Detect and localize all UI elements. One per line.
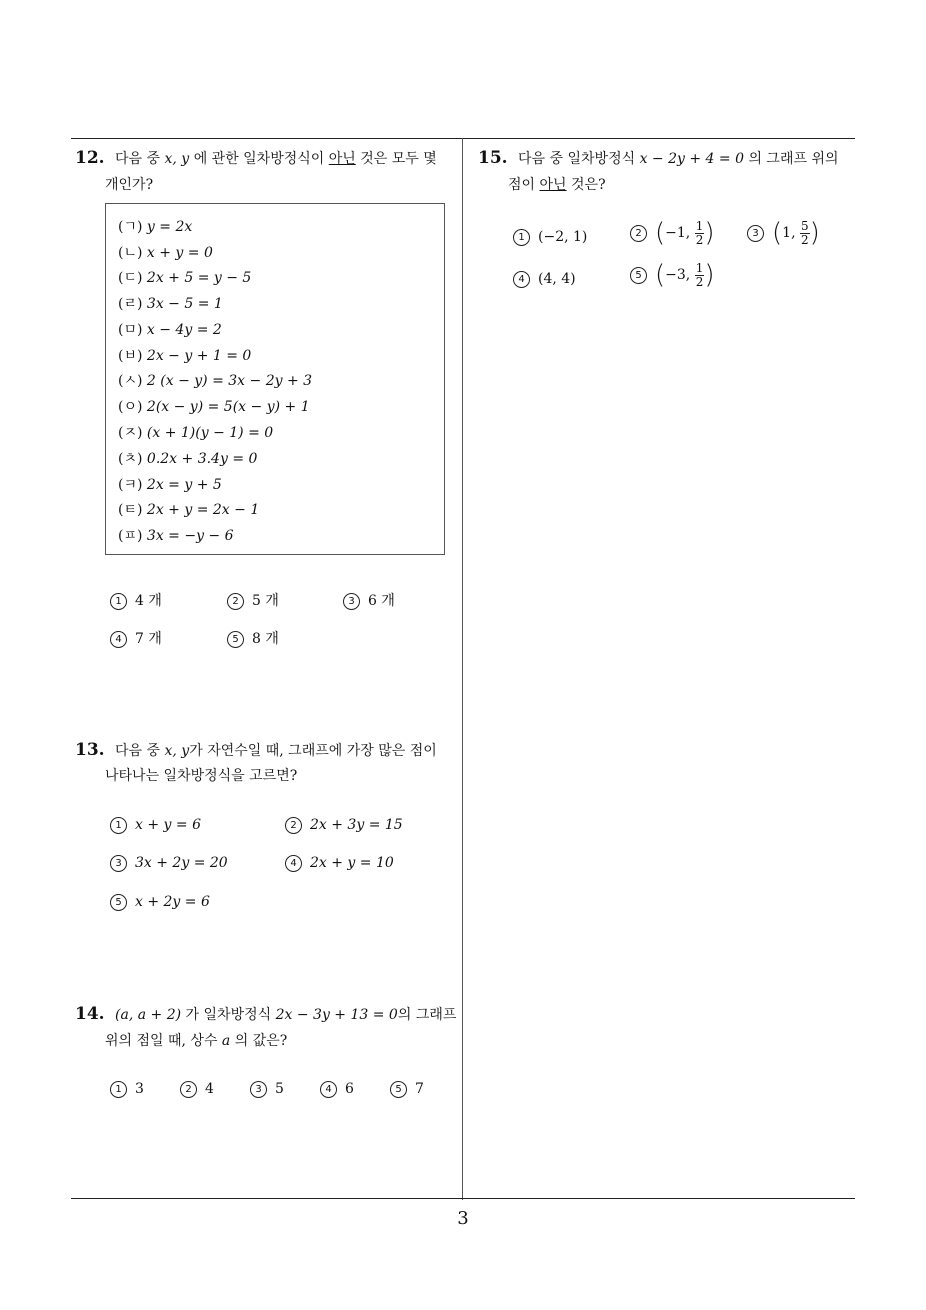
q15-line1: 15. 다음 중 일차방정식 x − 2y + 4 = 0 의 그래프 위의 <box>478 148 839 168</box>
q14-line1: 14. (a, a + 2) 가 일차방정식 2x − 3y + 13 = 0의 그래프 <box>75 1004 457 1024</box>
circled-number-icon: 2 <box>227 593 244 610</box>
bottom-rule <box>71 1198 855 1199</box>
q13-line1: 13. 다음 중 x, y가 자연수일 때, 그래프에 가장 많은 점이 <box>75 740 437 760</box>
q12-option-3[interactable]: 3 6 개 <box>343 590 395 610</box>
q13-line2: 나타나는 일차방정식을 고르면? <box>105 768 298 784</box>
q15-underlined-word: 아닌 <box>539 177 567 193</box>
circled-number-icon: 5 <box>630 267 647 284</box>
q13-option-4[interactable]: 4 2x + y = 10 <box>285 855 394 872</box>
list-item: (ㄷ) 2x + 5 = y − 5 <box>118 270 252 286</box>
circled-number-icon: 3 <box>110 855 127 872</box>
q15-option-2[interactable]: 2 (−1, $\frac{1}{2}$ ) <box>630 218 715 248</box>
circled-number-icon: 4 <box>285 855 302 872</box>
q12-line1: 12. 다음 중 x, y 에 관한 일차방정식이 아닌 것은 모두 몇 <box>75 148 437 168</box>
q12-equation-box <box>105 203 445 555</box>
circled-number-icon: 3 <box>343 593 360 610</box>
list-item: (ㅁ) x − 4y = 2 <box>118 322 222 338</box>
circled-number-icon: 1 <box>110 817 127 834</box>
list-item: (ㅍ) 3x = −y − 6 <box>118 528 234 544</box>
top-rule <box>71 138 855 139</box>
list-item: (ㅇ) 2(x − y) = 5(x − y) + 1 <box>118 399 310 415</box>
q13-option-3[interactable]: 3 3x + 2y = 20 <box>110 855 228 872</box>
page-number: 3 <box>457 1208 469 1229</box>
q15-line2: 점이 아닌 것은? <box>508 177 606 193</box>
q14-option-1[interactable]: 1 3 <box>110 1081 144 1098</box>
q13-option-1[interactable]: 1 x + y = 6 <box>110 817 201 834</box>
q14-option-5[interactable]: 5 7 <box>390 1081 424 1098</box>
q12-option-1[interactable]: 1 4 개 <box>110 590 162 610</box>
q12-option-4[interactable]: 4 7 개 <box>110 628 162 648</box>
list-item: (ㅅ) 2 (x − y) = 3x − 2y + 3 <box>118 373 313 389</box>
circled-number-icon: 5 <box>390 1081 407 1098</box>
column-divider <box>462 138 463 1200</box>
list-item: (ㅋ) 2x = y + 5 <box>118 477 222 493</box>
q14-option-3[interactable]: 3 5 <box>250 1081 284 1098</box>
circled-number-icon: 3 <box>250 1081 267 1098</box>
q14-option-2[interactable]: 2 4 <box>180 1081 214 1098</box>
circled-number-icon: 1 <box>110 593 127 610</box>
q12-number: 12. <box>75 148 105 168</box>
q13-option-5[interactable]: 5 x + 2y = 6 <box>110 894 210 911</box>
q14-number: 14. <box>75 1004 105 1024</box>
fraction: $\frac{5}{2}$ <box>800 218 809 247</box>
q13-option-2[interactable]: 2 2x + 3y = 15 <box>285 817 403 834</box>
circled-number-icon: 4 <box>513 271 530 288</box>
q12-underlined-word: 아닌 <box>328 151 356 167</box>
circled-number-icon: 5 <box>110 894 127 911</box>
circled-number-icon: 4 <box>110 631 127 648</box>
list-item: (ㄱ) y = 2x <box>118 219 193 235</box>
q15-option-4[interactable]: 4 (4, 4) <box>513 271 576 288</box>
list-item: (ㅈ) (x + 1)(y − 1) = 0 <box>118 425 274 441</box>
q15-option-3[interactable]: 3 (1, $\frac{5}{2}$ ) <box>747 218 820 248</box>
list-item: (ㅌ) 2x + y = 2x − 1 <box>118 502 260 518</box>
circled-number-icon: 1 <box>513 229 530 246</box>
list-item: (ㅂ) 2x − y + 1 = 0 <box>118 348 252 364</box>
circled-number-icon: 3 <box>747 225 764 242</box>
q15-number: 15. <box>478 148 508 168</box>
circled-number-icon: 1 <box>110 1081 127 1098</box>
q14-line2: 위의 점일 때, 상수 a 의 값은? <box>105 1033 288 1049</box>
circled-number-icon: 2 <box>285 817 302 834</box>
q12-line2: 개인가? <box>105 177 154 193</box>
q12-option-2[interactable]: 2 5 개 <box>227 590 279 610</box>
q12-option-5[interactable]: 5 8 개 <box>227 628 279 648</box>
circled-number-icon: 2 <box>630 225 647 242</box>
circled-number-icon: 5 <box>227 631 244 648</box>
list-item: (ㄹ) 3x − 5 = 1 <box>118 296 223 312</box>
q13-number: 13. <box>75 740 105 760</box>
fraction: $\frac{1}{2}$ <box>695 260 704 289</box>
circled-number-icon: 2 <box>180 1081 197 1098</box>
q15-option-5[interactable]: 5 (−3, $\frac{1}{2}$ ) <box>630 260 715 290</box>
q15-option-1[interactable]: 1 (−2, 1) <box>513 229 587 246</box>
list-item: (ㄴ) x + y = 0 <box>118 245 213 261</box>
fraction: $\frac{1}{2}$ <box>695 218 704 247</box>
q14-option-4[interactable]: 4 6 <box>320 1081 354 1098</box>
list-item: (ㅊ) 0.2x + 3.4y = 0 <box>118 451 258 467</box>
circled-number-icon: 4 <box>320 1081 337 1098</box>
